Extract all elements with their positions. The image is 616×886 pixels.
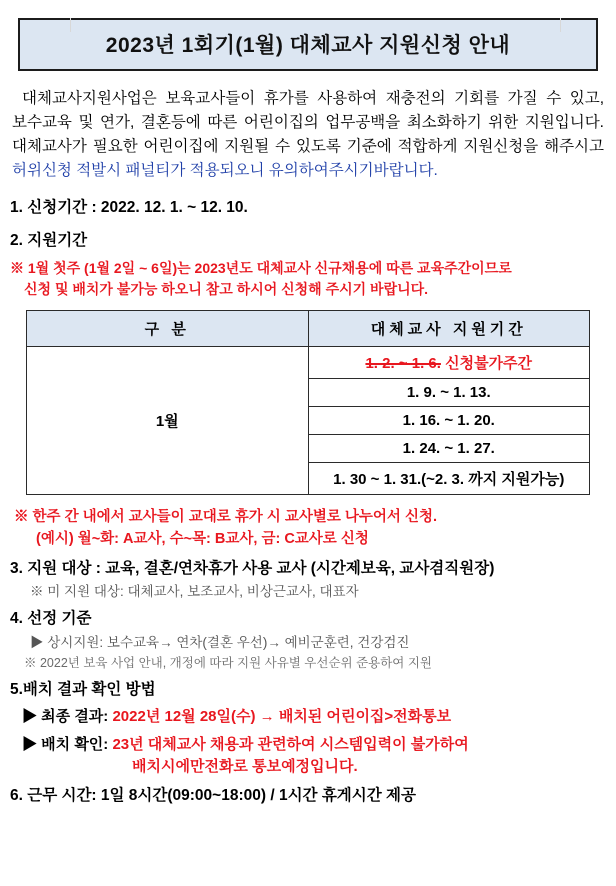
support-period-table xyxy=(26,310,590,495)
section-3-eligibility: 3. 지원 대상 : 교육, 결혼/연차휴가 사용 교사 (시간제보육, 교사겸직원장) xyxy=(10,559,495,577)
intro-text-part2: 유의하여주시기바랍니다. xyxy=(264,162,438,180)
table-cell-period-3: 1. 16. ~ 1. 20. xyxy=(308,407,590,435)
table-cell-period-5: 1. 30 ~ 1. 31.(~2. 3. 까지 지원가능) xyxy=(308,463,590,495)
training-week-warning xyxy=(10,258,606,300)
document-title-banner xyxy=(18,18,598,71)
rotation-note-example: (예시) 월~화: A교사, 수~목: B교사, 금: C교사로 신청 xyxy=(36,530,369,547)
document-title: 2023년 1회기(1월) 대체교사 지원신청 안내 xyxy=(105,34,511,57)
table-cell-month: 1월 xyxy=(27,347,309,495)
section-2-label: 지원기간 xyxy=(27,231,88,249)
final-result-value: 2022년 12월 28일(수) → 배치된 어린이집>전화통보 xyxy=(112,708,452,726)
rotation-note-main: ※ 한주 간 내에서 교사들이 교대로 휴가 시 교사별로 나누어서 신청. xyxy=(14,509,437,525)
table-cell-period-2: 1. 9. ~ 1. 13. xyxy=(308,379,590,407)
section-4-bullet: ▶ 상시지원: 보수교육→ 연차(결혼 우선)→ 예비군훈련, 건강검진 xyxy=(30,635,410,651)
warning-line-2: 신청 및 배치가 불가능 하오니 참고 하시어 신청해 주시기 바랍니다. xyxy=(24,281,429,297)
table-header-row xyxy=(27,311,590,347)
period-1-note: 신청불가주간 xyxy=(445,355,533,372)
period-1-range: 1. 2. ~ 1. 6. xyxy=(365,355,441,372)
document-page xyxy=(0,18,616,886)
section-6-work-hours: 6. 근무 시간: 1일 8시간(09:00~18:00) / 1시간 휴게시간 제공 xyxy=(10,786,416,804)
placement-confirm-label: ▶ 배치 확인: xyxy=(22,736,109,753)
placement-confirm-value: 23년 대체교사 채용과 관련하여 시스템입력이 불가하여 xyxy=(112,736,469,753)
final-result-line xyxy=(22,706,606,728)
intro-highlight: 허위신청 적발시 패널티가 적용되오니 xyxy=(12,162,265,180)
table-cell-period-4: 1. 24. ~ 1. 27. xyxy=(308,435,590,463)
intro-paragraph xyxy=(12,87,604,183)
section-3-exclusions: ※ 미 지원 대상: 대체교사, 보조교사, 비상근교사, 대표자 xyxy=(30,584,359,600)
table-row xyxy=(27,347,590,379)
page-edge-mark-left xyxy=(70,18,71,32)
table-header-period: 대체교사 지원기간 xyxy=(308,311,590,347)
section-1-number: 1. xyxy=(10,199,23,217)
placement-confirm-line xyxy=(22,734,606,778)
section-4-criteria: 4. 선정 기준 xyxy=(10,610,92,628)
table-cell-period-1 xyxy=(308,347,590,379)
page-edge-mark-right xyxy=(560,18,561,32)
warning-line-1: ※ 1월 첫주 (1월 2일 ~ 6일)는 2023년도 대체교사 신규채용에 따른 교육주간이므로 xyxy=(10,260,512,276)
section-2-number: 2. xyxy=(10,231,23,249)
table-header-category: 구 분 xyxy=(27,311,309,347)
section-1-application-period xyxy=(10,197,606,219)
final-result-label: ▶ 최종 결과: xyxy=(22,708,109,726)
intro-text-part1: 대체교사지원사업은 보육교사들이 휴가를 사용하여 재충전의 기회를 가질 수 있고, 보수교육 및 연가, 결혼등에 따른 어린이집의 업무공백을 최소화하기 위한 지원입니다. 대체교사가 필요한 어린이집에 지원될 수 있도록 기준에 적합하게 지원신청을 해주시고 xyxy=(12,90,604,156)
section-5-placement-check: 5.배치 결과 확인 방법 xyxy=(10,680,156,698)
placement-confirm-value-2: 배치시에만전화로 통보예정입니다. xyxy=(132,757,358,775)
rotation-note xyxy=(14,507,606,551)
section-1-label: 신청기간 : 2022. 12. 1. ~ 12. 10. xyxy=(27,199,248,217)
section-2-support-period xyxy=(10,230,606,252)
section-4-note: ※ 2022년 보육 사업 안내, 개정에 따라 지원 사유별 우선순위 준용하여 지원 xyxy=(24,656,433,671)
